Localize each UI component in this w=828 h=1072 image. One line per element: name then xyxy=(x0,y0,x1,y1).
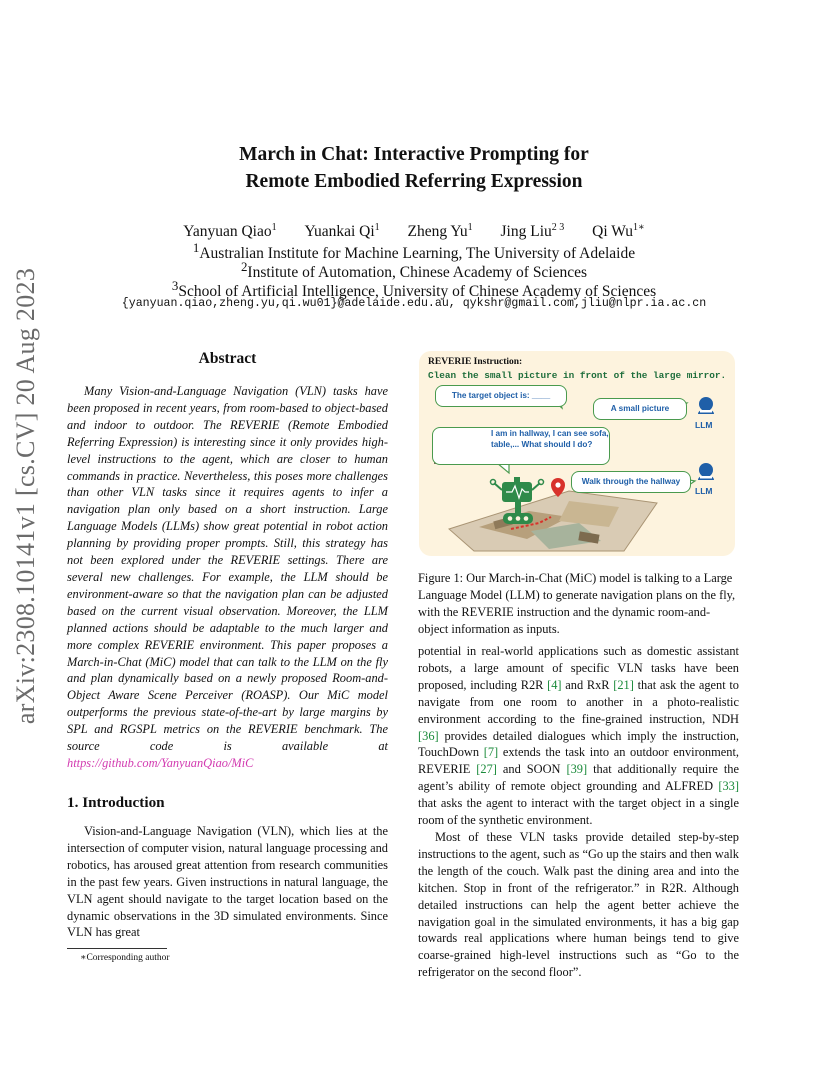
text-run: that asks the agent to interact with the target object in a single room of the synthetic environment. xyxy=(418,796,739,828)
affiliation: $^2$Institute of Automation, Chinese Academy of Sciences xyxy=(240,259,588,282)
author: Yanyuan Qiao$^1$ xyxy=(183,222,277,241)
author-emails: {yanyuan.qiao,zheng.yu,qi.wu01}@adelaide.edu.au, qykshr@gmail.com,jliu@nlpr.ia.ac.cn xyxy=(121,297,707,310)
right-column-text xyxy=(418,643,739,981)
citation[interactable]: [21] xyxy=(613,677,634,692)
citation[interactable]: [33] xyxy=(718,779,739,794)
author: Jing Liu$^{2 3}$ xyxy=(500,222,565,241)
text-run: and SOON xyxy=(496,762,567,777)
citation[interactable]: [39] xyxy=(566,762,588,777)
citation[interactable]: [27] xyxy=(476,762,497,777)
text-run: provides detailed dialogues which imply the instruction, TouchDown xyxy=(418,728,739,760)
author: Yuankai Qi$^1$ xyxy=(304,222,380,241)
llm-label: LLM xyxy=(695,420,713,430)
figure-instruction-label: REVERIE Instruction: xyxy=(428,357,523,367)
author: Zheng Yu$^1$ xyxy=(407,222,473,241)
figure-caption: Figure 1: Our March-in-Chat (MiC) model is talking to a Large Language Model (LLM) to generate navigation plans on the fly, with the REVERIE instruction and the dynamic room-and-object information as inputs. xyxy=(418,571,736,636)
citation[interactable]: [4] xyxy=(547,677,562,692)
text-run: that additionally require the agent’s ability of remote object grounding and ALFRED xyxy=(418,762,739,794)
figure-instruction-text: Clean the small picture in front of the large mirror. xyxy=(428,370,727,381)
text-run: potential in real-world applications such as domestic assistant robots, a large amount of specific VLN tasks have been proposed, including R2R xyxy=(418,644,739,692)
bubble-agent-observation: I am in hallway, I can see sofa, table,... What should I do? xyxy=(432,427,610,465)
intro-paragraph-continued xyxy=(418,643,739,829)
title-line-1: March in Chat: Interactive Prompting for xyxy=(239,144,589,165)
footnote: ∗Corresponding author xyxy=(80,953,170,963)
arxiv-stamp xyxy=(10,267,42,725)
title-line-2: Remote Embodied Referring Expression xyxy=(245,171,583,192)
intro-paragraph: Vision-and-Language Navigation (VLN), which lies at the intersection of computer vision, natural language processing and robotics, has aroused great attention from research communities in the past few years. Given instructions in natural language, the VLN agent should navigate to the target location based on the dynamic observations in the 3D simulated environments. Since VLN has great xyxy=(67,824,388,940)
llm-icon xyxy=(698,397,714,414)
bubble-target-prompt: The target object is: ____ xyxy=(435,385,567,407)
affiliation: $^3$School of Artificial Intelligence, University of Chinese Academy of Sciences xyxy=(171,278,657,301)
figure-1 xyxy=(419,351,735,556)
bubble-llm-answer: A small picture xyxy=(593,398,687,420)
text-run: extends the task into an outdoor environment, REVERIE xyxy=(418,745,739,777)
intro-paragraph-2: Most of these VLN tasks provide detailed step-by-step instructions to the agent, such as “Go up the stairs and then walk the length of the couch. Walk past the dining area and into the kitchen. Stop in front of the refrigerator.” in R2R. Although detailed instructions can help the agent better achieve the navigation goal in the simulated environments, it has a big gap towards real applications where human beings tend to give coarse-grained high-level instructions such as “Go to the refrigerator on the second floor”. xyxy=(418,829,739,980)
text-run: that ask the agent to navigate from one room to another in a photo-realistic environment according to the fine-grained instruction, NDH xyxy=(418,677,740,726)
arxiv-id: arXiv:2308.10141v1 [cs.CV] 20 Aug 2023 xyxy=(11,267,40,725)
affiliation: $^1$Australian Institute for Machine Learning, The University of Adelaide xyxy=(192,240,636,263)
bubble-llm-plan: Walk through the hallway xyxy=(571,471,691,493)
citation[interactable]: [7] xyxy=(483,745,499,760)
abstract-body: Many Vision-and-Language Navigation (VLN) tasks have been proposed in recent years, from room-based to object-based and indoor to outdoor. The REVERIE (Remote Embodied Referring Expression) is interesting since it only provides high-level instructions to the agent, which are closer to human commands in practice. Nevertheless, this poses more challenges than other VLN tasks since it requires agents to infer a navigation plan only based on a short instruction. Large Language Models (LLMs) show great potential in robot action planning by providing proper prompts. Still, this strategy has not been explored under the REVERIE settings. There are several new challenges. For example, the LLM should be environment-aware so that the navigation plan can be adjusted based on the current visual observation. Moreover, the LLM planned actions should be adaptable to the much larger and more complex REVERIE environment. This paper proposes a March-in-Chat (MiC) model that can talk to the LLM on the fly and plan dynamically based on a newly proposed Room-and-Object Aware Scene Perceiver (ROASP). Our MiC model outperforms the previous state-of-the-art by large margins by SPL and RGSPL metrics on the REVERIE benchmark. The source code is available at https://github.com/YanyuanQiao/MiC xyxy=(67,384,388,770)
llm-icon xyxy=(698,463,714,480)
author: Qi $Wu^{1∗}$ xyxy=(592,222,645,241)
code-link[interactable]: https://github.com/YanyuanQiao/MiC xyxy=(67,755,254,770)
llm-label: LLM xyxy=(695,486,713,496)
paper-title xyxy=(0,141,828,195)
abstract-heading: Abstract xyxy=(198,350,257,367)
citation[interactable]: [36] xyxy=(418,728,439,743)
section-heading-introduction: 1. Introduction xyxy=(67,794,165,811)
text-run: and RxR xyxy=(561,677,614,692)
footnote-rule xyxy=(67,948,167,949)
